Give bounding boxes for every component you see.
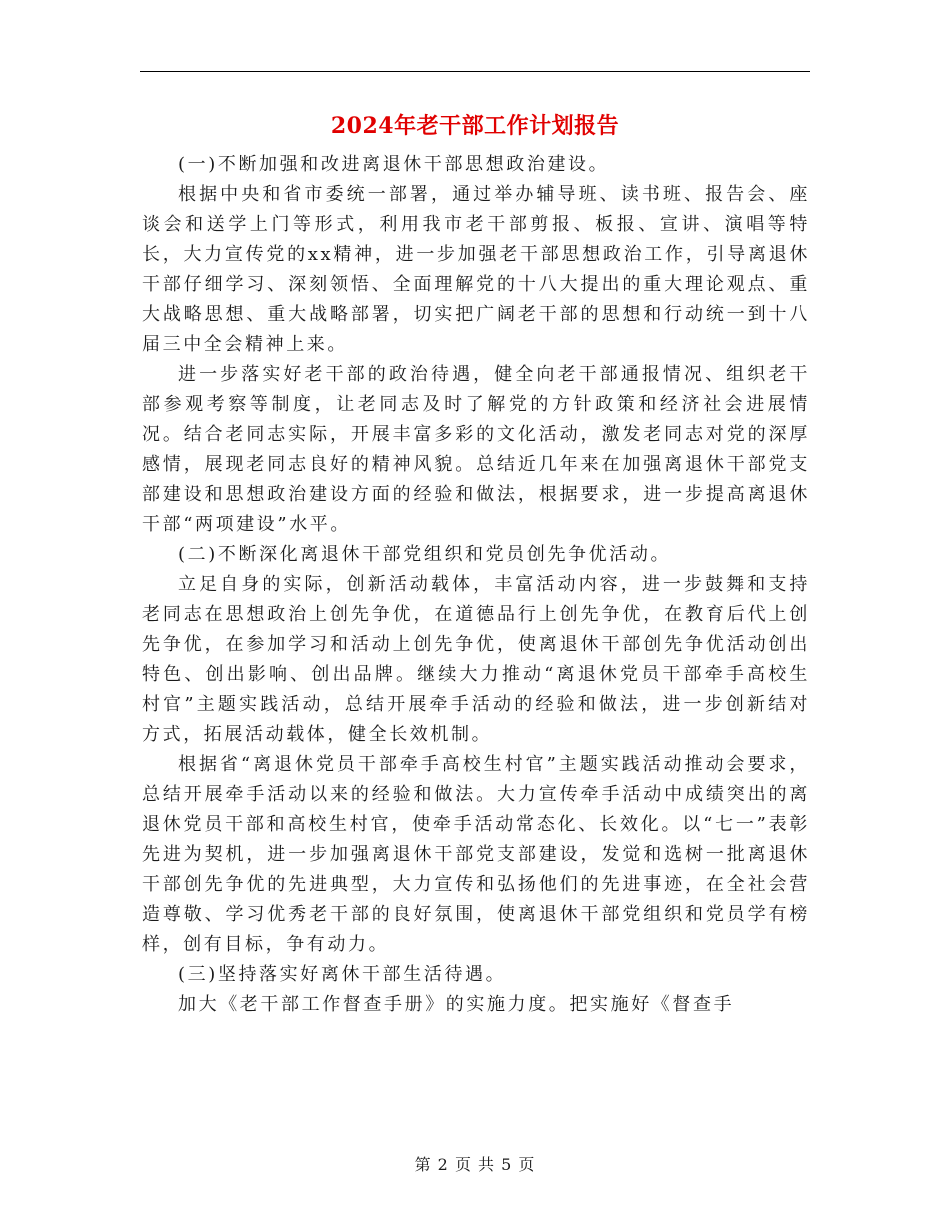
document-title: 2024年老干部工作计划报告 [330,113,620,139]
section-heading-2: (二)不断深化离退休干部党组织和党员创先争优活动。 [178,544,672,565]
paragraph: 立足自身的实际，创新活动载体，丰富活动内容，进一步鼓舞和支持老同志在思想政治上创先争优，在道德品行上创先争优，在教育后代上创先争优，在参加学习和活动上创先争优，使离退休干部创先争优活动创出特色、创出影响、创出品牌。继续大力推动“离退休党员干部牵手高校生村官”主题实践活动，总结开展牵手活动的经验和做法，进一步创新结对方式，拓展活动载体，健全长效机制。 [142,574,810,745]
section-heading-1: (一)不断加强和改进离退休干部思想政治建设。 [178,154,610,175]
page-footer [0,1153,950,1177]
paragraph: 加大《老干部工作督查手册》的实施力度。把实施好《督查手 [178,994,735,1015]
paragraph: 根据中央和省市委统一部署，通过举办辅导班、读书班、报告会、座谈会和送学上门等形式，利用我市老干部剪报、板报、宣讲、演唱等特长，大力宣传党的xx精神，进一步加强老干部思想政治工作，引导离退休干部仔细学习、深刻领悟、全面理解党的十八大提出的重大理论观点、重大战略思想、重大战略部署，切实把广阔老干部的思想和行动统一到十八届三中全会精神上来。 [142,184,810,355]
paragraph: 根据省“离退休党员干部牵手高校生村官”主题实践活动推动会要求，总结开展牵手活动以来的经验和做法。大力宣传牵手活动中成绩突出的离退休党员干部和高校生村官，使牵手活动常态化、长效化。以“七一”表彰先进为契机，进一步加强离退休干部党支部建设，发觉和选树一批离退休干部创先争优的先进典型，大力宣传和弘扬他们的先进事迹，在全社会营造尊敬、学习优秀老干部的良好氛围，使离退休干部党组织和党员学有榜样，创有目标，争有动力。 [142,754,810,955]
document-body [142,150,810,1020]
paragraph: 进一步落实好老干部的政治待遇，健全向老干部通报情况、组织老干部参观考察等制度，让老同志及时了解党的方针政策和经济社会进展情况。结合老同志实际，开展丰富多彩的文化活动，激发老同志对党的深厚感情，展现老同志良好的精神风貌。总结近几年来在加强离退休干部党支部建设和思想政治建设方面的经验和做法，根据要求，进一步提高离退休干部“两项建设”水平。 [142,364,810,535]
page-number: 第 2 页 共 5 页 [414,1155,536,1174]
header-rule [140,71,810,72]
section-heading-3: (三)坚持落实好离休干部生活待遇。 [178,964,507,985]
